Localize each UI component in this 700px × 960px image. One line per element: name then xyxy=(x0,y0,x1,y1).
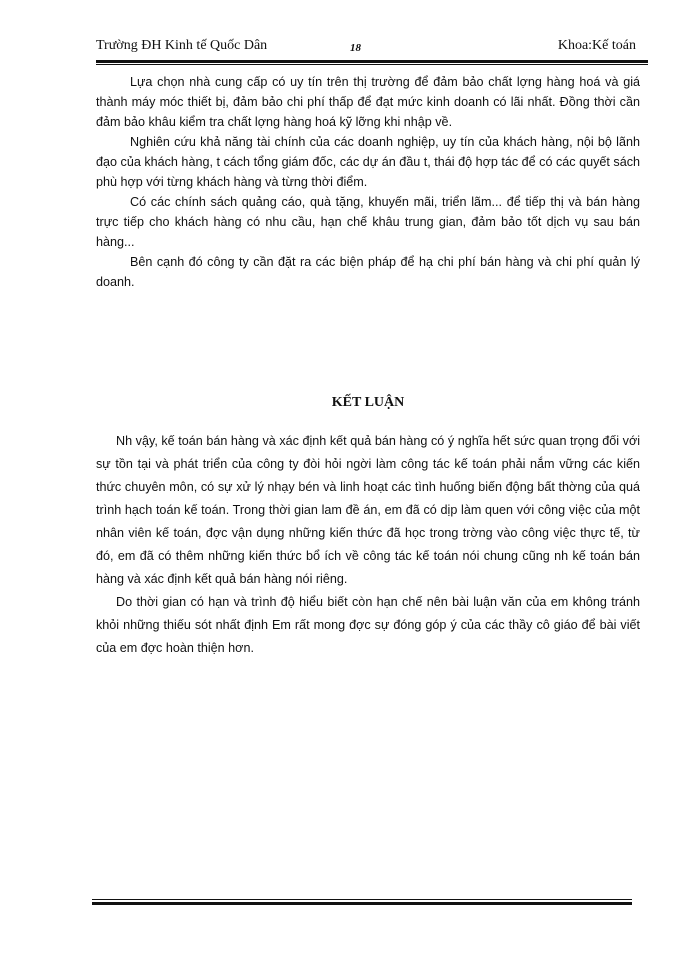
conclusion-section xyxy=(96,430,640,660)
page-header xyxy=(96,37,648,61)
header-rule-thick xyxy=(96,60,648,63)
intro-paragraph-4: Bên cạnh đó công ty cần đặt ra các biện pháp để hạ chi phí bán hàng và chi phí quản lý doanh. xyxy=(96,255,640,289)
intro-paragraph-2: Nghiên cứu khả năng tài chính của các doanh nghiệp, uy tín của khách hàng, nội bộ lãnh đạo của khách hàng, t cách tổng giám đốc, các dự án đầu t, thái độ hợp tác để có các quyết sách phù hợp với từng khách hàng và từng thời điểm. xyxy=(96,135,640,189)
header-university: Trường ĐH Kinh tế Quốc Dân xyxy=(96,38,268,53)
conclusion-paragraph-1: Nh vậy, kế toán bán hàng và xác định kết quả bán hàng có ý nghĩa hết sức quan trọng đối với sự tồn tại và phát triển của công ty đòi hỏi ngời làm công tác kế toán phải nắm vững các kiến thức chuyên môn, có sự xử lý nhạy bén và linh hoạt các tình huống biến động bất thờng của quá trình hạch toán kế toán. Trong thời gian lam đề án, em đã có dịp làm quen với công việc của một nhân viên kế toán, đợc vận dụng những kiến thức đã học trong trờng vào công việc thực tế, từ đó, em đã có thêm những kiến thức bổ ích về công tác kế toán nói chung cũng nh kế toán bán hàng và xác định kết quả bán hàng nói riêng. xyxy=(96,434,640,586)
intro-paragraph-3: Có các chính sách quảng cáo, quà tặng, khuyến mãi, triển lãm... để tiếp thị và bán hàng trực tiếp cho khách hàng có nhu cầu, hạn chế khâu trung gian, đảm bảo tốt dịch vụ sau bán hàng... xyxy=(96,195,640,249)
header-rule-thin xyxy=(96,64,648,65)
header-faculty: Khoa:Kế toán xyxy=(557,38,636,53)
footer-rule-thick xyxy=(92,902,632,905)
conclusion-title: KẾT LUẬN xyxy=(331,395,405,410)
page-number: 18 xyxy=(350,42,361,54)
conclusion-paragraph-2: Do thời gian có hạn và trình độ hiểu biết còn hạn chế nên bài luận văn của em không tránh khỏi những thiếu sót nhất định Em rất mong đợc sự đóng góp ý của các thầy cô giáo để bài viết của em đợc hoàn thiện hơn. xyxy=(96,595,640,655)
intro-paragraph-1: Lựa chọn nhà cung cấp có uy tín trên thị trường để đảm bảo chất lợng hàng hoá và giá thành máy móc thiết bị, đảm bảo chi phí thấp để đạt mức kinh doanh có lãi nhất. Đồng thời cần đảm bảo khâu kiểm tra chất lợng hàng hoá kỹ lỡng khi nhập về. xyxy=(96,75,640,129)
page-body xyxy=(96,72,640,660)
footer-rule-thin xyxy=(92,899,632,900)
